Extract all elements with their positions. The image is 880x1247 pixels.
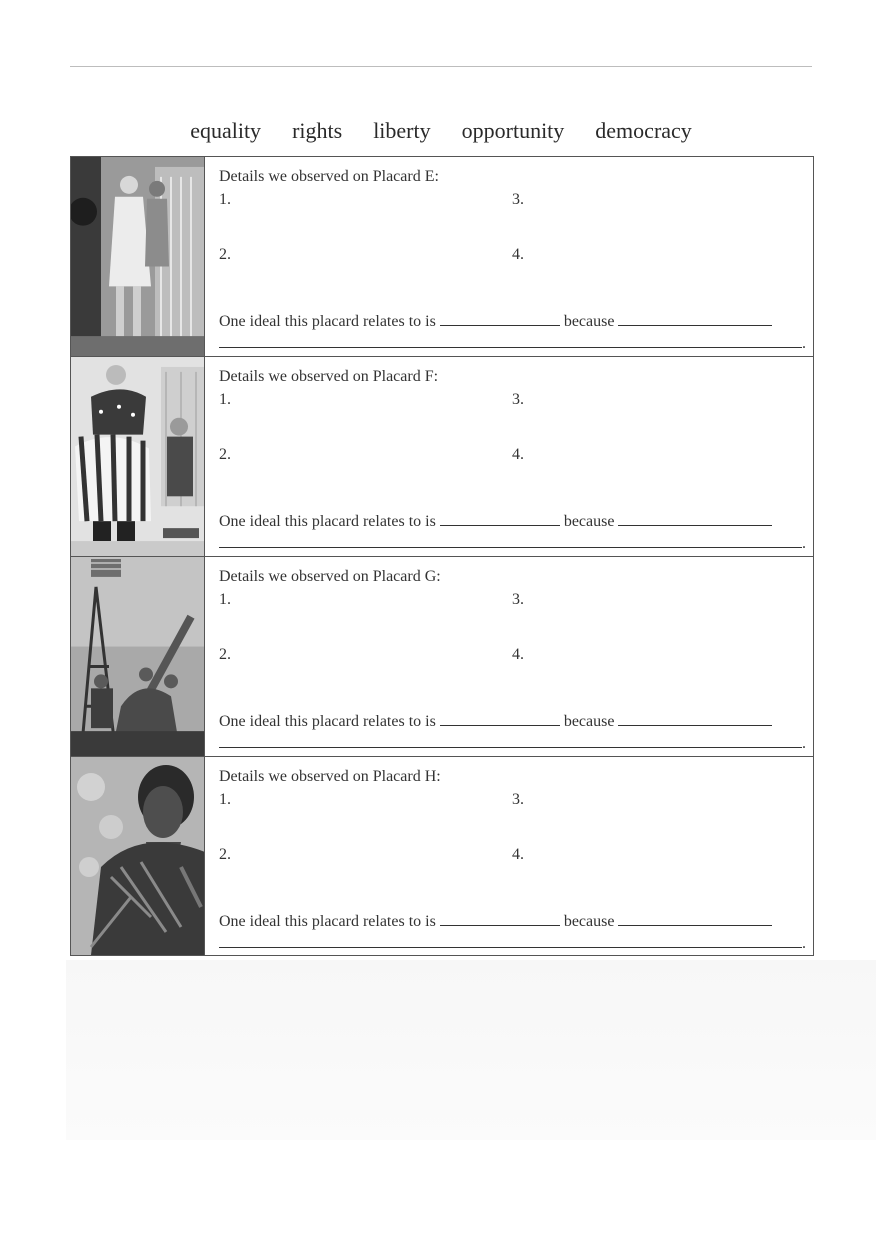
detail-number: 3. [512,191,524,208]
page-bottom-area [66,960,876,1140]
detail-number: 4. [512,846,524,863]
ideal-blank[interactable] [440,311,560,326]
reason-blank[interactable] [618,711,772,726]
ideal-sentence [219,911,772,931]
ideal-prefix: One ideal this placard relates to is [219,713,436,730]
detail-number: 2. [219,446,231,463]
ideal-sentence [219,511,772,531]
placard-row-e [71,157,813,357]
ideal-prefix: One ideal this placard relates to is [219,913,436,930]
ideal-sentence [219,311,772,331]
because-label: because [563,913,615,930]
placard-e-notes [205,157,813,356]
because-label: because [563,713,615,730]
ideal-prefix: One ideal this placard relates to is [219,313,436,330]
detail-number: 2. [219,846,231,863]
reason-blank[interactable] [618,511,772,526]
placard-h-portrait [71,757,205,955]
placard-e-photo [71,157,205,356]
placard-heading: Details we observed on Placard E: [219,168,439,185]
reason-continuation [219,333,806,353]
placard-table [70,156,814,956]
ideal-sentence [219,711,772,731]
placard-g-notes [205,557,813,756]
detail-number: 4. [512,446,524,463]
detail-number: 4. [512,246,524,263]
ideal-blank[interactable] [440,911,560,926]
detail-number: 3. [512,391,524,408]
ideal-prefix: One ideal this placard relates to is [219,513,436,530]
sentence-end: . [802,335,806,352]
detail-number: 1. [219,591,231,608]
placard-row-g [71,557,813,757]
detail-number: 2. [219,246,231,263]
placard-g-illustration [71,557,205,756]
sentence-end: . [802,535,806,552]
ideal-word: opportunity [461,118,565,143]
detail-number: 3. [512,591,524,608]
header-rule [70,66,812,67]
placard-row-h [71,757,813,955]
placard-h-notes [205,757,813,955]
placard-heading: Details we observed on Placard F: [219,368,439,385]
ideals-word-bank [70,118,812,144]
because-label: because [563,313,615,330]
reason-continuation [219,933,806,953]
sentence-end: . [802,935,806,952]
reason-blank[interactable] [618,311,772,326]
reason-blank-line[interactable] [219,333,802,348]
ideal-word: rights [292,118,343,143]
detail-number: 1. [219,191,231,208]
reason-blank-line[interactable] [219,933,802,948]
reason-continuation [219,733,806,753]
placard-heading: Details we observed on Placard H: [219,768,441,785]
placard-heading: Details we observed on Placard G: [219,568,441,585]
because-label: because [563,513,615,530]
placard-row-f [71,357,813,557]
detail-number: 3. [512,791,524,808]
reason-blank-line[interactable] [219,733,802,748]
detail-number: 1. [219,791,231,808]
reason-continuation [219,533,806,553]
placard-f-cartoon [71,357,205,556]
placard-f-notes [205,357,813,556]
detail-number: 2. [219,646,231,663]
reason-blank-line[interactable] [219,533,802,548]
detail-number: 1. [219,391,231,408]
ideal-blank[interactable] [440,711,560,726]
sentence-end: . [802,735,806,752]
ideal-word: equality [190,118,262,143]
ideal-word: liberty [373,118,431,143]
detail-number: 4. [512,646,524,663]
reason-blank[interactable] [618,911,772,926]
ideal-word: democracy [595,118,692,143]
ideal-blank[interactable] [440,511,560,526]
